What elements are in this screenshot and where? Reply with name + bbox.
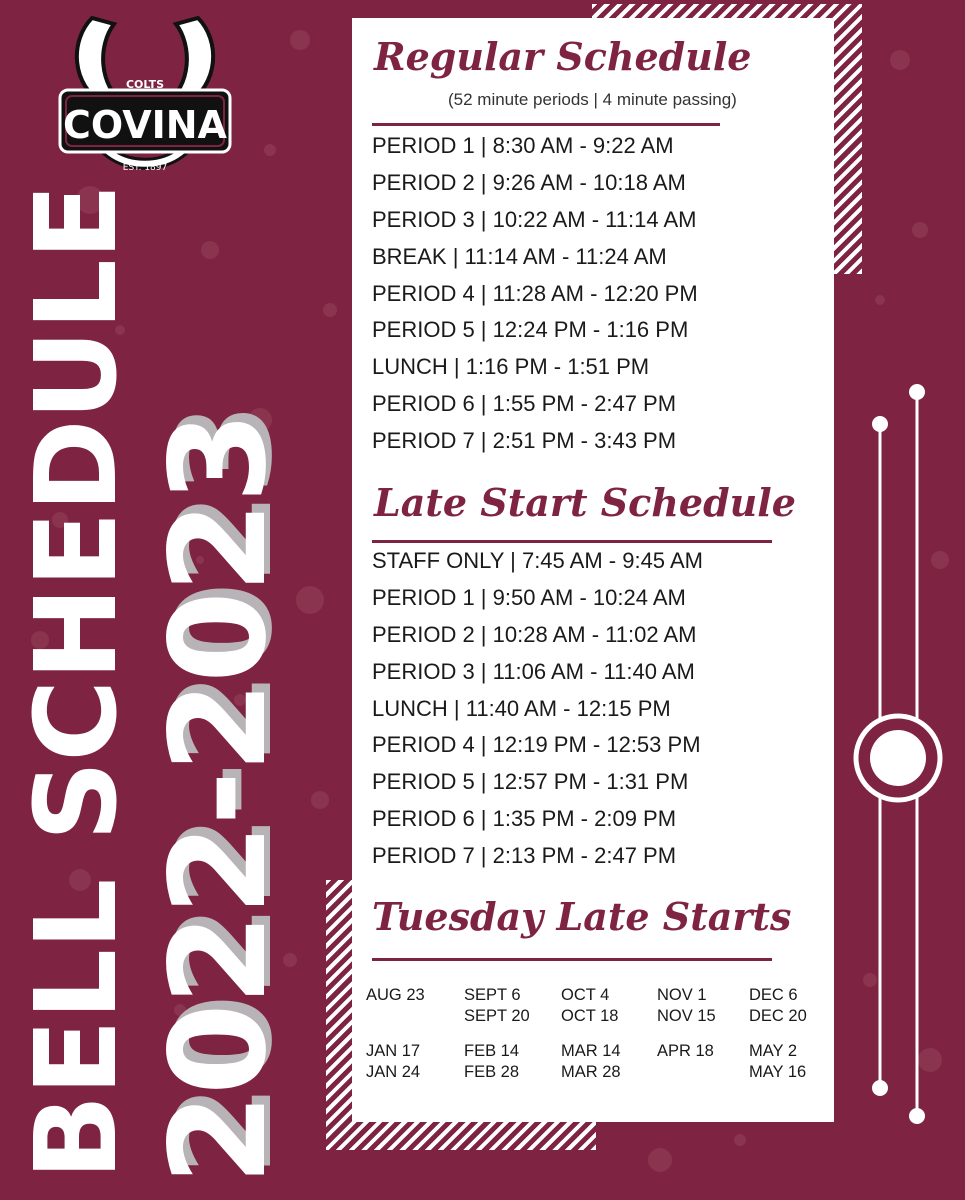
date: OCT 4 — [561, 986, 610, 1004]
dates-column-sept-feb — [464, 985, 530, 1097]
late-start-heading: Late Start Schedule — [374, 480, 796, 525]
line-ornament — [840, 370, 965, 1130]
date-cell — [464, 1041, 530, 1097]
logo-est-text: EST. 1897 — [122, 163, 168, 173]
date: MAR 28 — [561, 1063, 621, 1081]
regular-row: PERIOD 6 | 1:55 PM - 2:47 PM — [372, 391, 677, 417]
regular-row: LUNCH | 1:16 PM - 1:51 PM — [372, 354, 650, 380]
date-cell — [657, 985, 716, 1041]
late-start-row: PERIOD 2 | 10:28 AM - 11:02 AM — [372, 621, 697, 647]
date: DEC 20 — [749, 1007, 807, 1025]
tuesday-divider — [372, 958, 772, 961]
regular-divider — [372, 123, 720, 126]
late-start-row: PERIOD 7 | 2:13 PM - 2:47 PM — [372, 843, 677, 869]
date: FEB 28 — [464, 1063, 520, 1081]
late-start-row: PERIOD 4 | 12:19 PM - 12:53 PM — [372, 732, 701, 758]
date: NOV 15 — [657, 1007, 716, 1025]
late-start-row: STAFF ONLY | 7:45 AM - 9:45 AM — [372, 548, 703, 573]
date: MAR 14 — [561, 1042, 621, 1060]
regular-row: PERIOD 2 | 9:26 AM - 10:18 AM — [372, 169, 686, 195]
late-start-row: LUNCH | 11:40 AM - 12:15 PM — [372, 695, 671, 721]
date: JAN 17 — [366, 1042, 421, 1060]
date-cell — [561, 985, 621, 1041]
date-cell — [657, 1041, 716, 1097]
title-year: 2022-2023 — [142, 413, 296, 1185]
date: FEB 14 — [464, 1042, 520, 1060]
tuesday-late-starts-heading: Tuesday Late Starts — [372, 894, 792, 939]
date: AUG 23 — [366, 986, 425, 1004]
dates-column-nov-apr — [657, 985, 716, 1097]
regular-schedule-subtitle: (52 minute periods | 4 minute passing) — [448, 90, 737, 109]
date-cell — [749, 985, 807, 1041]
title-bell-schedule: BELL SCHEDULE — [12, 184, 142, 1180]
regular-schedule-heading: Regular Schedule — [374, 34, 752, 79]
date: DEC 6 — [749, 986, 798, 1004]
date: MAY 16 — [749, 1063, 807, 1081]
regular-row: PERIOD 1 | 8:30 AM - 9:22 AM — [372, 133, 674, 158]
regular-row: BREAK | 11:14 AM - 11:24 AM — [372, 243, 667, 269]
date: APR 18 — [657, 1042, 714, 1060]
date: NOV 1 — [657, 986, 707, 1004]
date: SEPT 6 — [464, 986, 521, 1004]
regular-row: PERIOD 3 | 10:22 AM - 11:14 AM — [372, 206, 697, 232]
date: OCT 18 — [561, 1007, 619, 1025]
date-cell — [366, 985, 425, 1041]
date-cell — [561, 1041, 621, 1097]
late-start-row: PERIOD 3 | 11:06 AM - 11:40 AM — [372, 658, 695, 684]
regular-row: PERIOD 7 | 2:51 PM - 3:43 PM — [372, 428, 677, 454]
logo-colts-text: COLTS — [125, 78, 165, 91]
late-start-row: PERIOD 6 | 1:35 PM - 2:09 PM — [372, 806, 677, 832]
covina-colts-logo — [50, 10, 240, 190]
late-start-row: PERIOD 1 | 9:50 AM - 10:24 AM — [372, 584, 686, 610]
date-cell — [464, 985, 530, 1041]
date: SEPT 20 — [464, 1007, 530, 1025]
dates-column-dec-may — [749, 985, 807, 1097]
dates-column-oct-mar — [561, 985, 621, 1097]
date-cell — [749, 1041, 807, 1097]
regular-row: PERIOD 4 | 11:28 AM - 12:20 PM — [372, 280, 698, 306]
date: MAY 2 — [749, 1042, 797, 1060]
date: JAN 24 — [366, 1063, 421, 1081]
late-start-rows — [372, 543, 703, 875]
late-start-row: PERIOD 5 | 12:57 PM - 1:31 PM — [372, 769, 689, 795]
logo-covina-text: COVINA — [63, 103, 227, 147]
regular-row: PERIOD 5 | 12:24 PM - 1:16 PM — [372, 317, 689, 343]
dates-column-aug-jan — [366, 985, 425, 1097]
regular-rows — [372, 128, 698, 460]
date-cell — [366, 1041, 425, 1097]
